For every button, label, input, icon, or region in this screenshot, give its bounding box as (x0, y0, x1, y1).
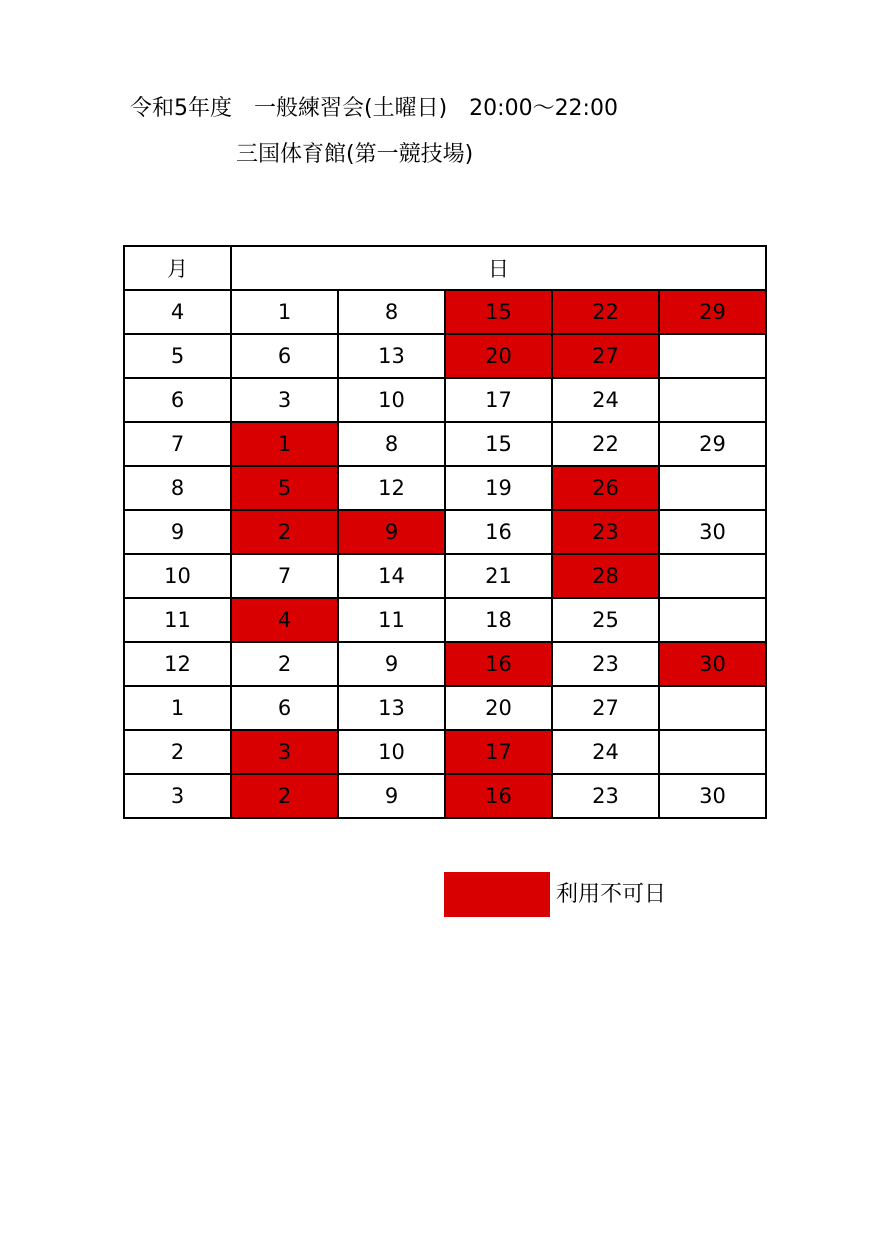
unavailable-day-cell: 28 (552, 554, 659, 598)
unavailable-day-cell: 27 (552, 334, 659, 378)
day-cell: 2 (231, 642, 338, 686)
table-row (124, 686, 766, 730)
day-cell: 3 (231, 378, 338, 422)
day-cell: 7 (231, 554, 338, 598)
day-header: 日 (231, 246, 766, 290)
day-cell: 10 (338, 730, 445, 774)
day-cell: 13 (338, 686, 445, 730)
day-cell: 9 (338, 642, 445, 686)
unavailable-day-cell: 29 (659, 290, 766, 334)
table-row (124, 466, 766, 510)
unavailable-day-cell: 20 (445, 334, 552, 378)
day-cell (659, 466, 766, 510)
table-row (124, 378, 766, 422)
unavailable-day-cell: 30 (659, 642, 766, 686)
day-cell: 11 (338, 598, 445, 642)
day-cell: 13 (338, 334, 445, 378)
day-cell: 12 (338, 466, 445, 510)
day-cell: 18 (445, 598, 552, 642)
unavailable-day-cell: 5 (231, 466, 338, 510)
day-cell: 23 (552, 774, 659, 818)
unavailable-day-cell: 4 (231, 598, 338, 642)
unavailable-day-cell: 1 (231, 422, 338, 466)
day-cell: 24 (552, 378, 659, 422)
table-row (124, 774, 766, 818)
table-row (124, 290, 766, 334)
unavailable-day-cell: 3 (231, 730, 338, 774)
header-row (124, 246, 766, 290)
unavailable-day-cell: 16 (445, 642, 552, 686)
day-cell: 22 (552, 422, 659, 466)
table-row (124, 334, 766, 378)
month-header: 月 (124, 246, 231, 290)
table-row (124, 730, 766, 774)
day-cell: 8 (338, 422, 445, 466)
month-cell: 10 (124, 554, 231, 598)
day-cell: 9 (338, 774, 445, 818)
day-cell: 6 (231, 334, 338, 378)
unavailable-day-cell: 2 (231, 510, 338, 554)
day-cell: 16 (445, 510, 552, 554)
month-cell: 2 (124, 730, 231, 774)
day-cell: 10 (338, 378, 445, 422)
legend-swatch (444, 872, 550, 917)
unavailable-day-cell: 15 (445, 290, 552, 334)
month-cell: 6 (124, 378, 231, 422)
day-cell: 27 (552, 686, 659, 730)
schedule-table (123, 245, 767, 819)
month-cell: 5 (124, 334, 231, 378)
day-cell (659, 686, 766, 730)
day-cell (659, 554, 766, 598)
unavailable-day-cell: 16 (445, 774, 552, 818)
table-row (124, 422, 766, 466)
month-cell: 11 (124, 598, 231, 642)
table-row (124, 598, 766, 642)
legend-label: 利用不可日 (556, 882, 667, 907)
month-cell: 8 (124, 466, 231, 510)
table-row (124, 642, 766, 686)
day-cell: 19 (445, 466, 552, 510)
day-cell: 20 (445, 686, 552, 730)
month-cell: 12 (124, 642, 231, 686)
day-cell: 14 (338, 554, 445, 598)
day-cell (659, 598, 766, 642)
day-cell: 25 (552, 598, 659, 642)
page-title: 令和5年度 一般練習会(土曜日) 20:00～22:00 (130, 96, 618, 121)
day-cell: 24 (552, 730, 659, 774)
day-cell: 30 (659, 774, 766, 818)
month-cell: 9 (124, 510, 231, 554)
unavailable-day-cell: 26 (552, 466, 659, 510)
day-cell: 21 (445, 554, 552, 598)
table-row (124, 554, 766, 598)
day-cell (659, 730, 766, 774)
day-cell: 29 (659, 422, 766, 466)
unavailable-day-cell: 2 (231, 774, 338, 818)
day-cell: 15 (445, 422, 552, 466)
day-cell: 1 (231, 290, 338, 334)
month-cell: 4 (124, 290, 231, 334)
table-row (124, 510, 766, 554)
unavailable-day-cell: 23 (552, 510, 659, 554)
day-cell (659, 334, 766, 378)
venue-subtitle: 三国体育館(第一競技場) (236, 142, 474, 167)
day-cell (659, 378, 766, 422)
day-cell: 30 (659, 510, 766, 554)
month-cell: 3 (124, 774, 231, 818)
month-cell: 7 (124, 422, 231, 466)
month-cell: 1 (124, 686, 231, 730)
day-cell: 8 (338, 290, 445, 334)
unavailable-day-cell: 9 (338, 510, 445, 554)
schedule-body (124, 290, 766, 818)
day-cell: 23 (552, 642, 659, 686)
day-cell: 17 (445, 378, 552, 422)
unavailable-day-cell: 17 (445, 730, 552, 774)
day-cell: 6 (231, 686, 338, 730)
unavailable-day-cell: 22 (552, 290, 659, 334)
